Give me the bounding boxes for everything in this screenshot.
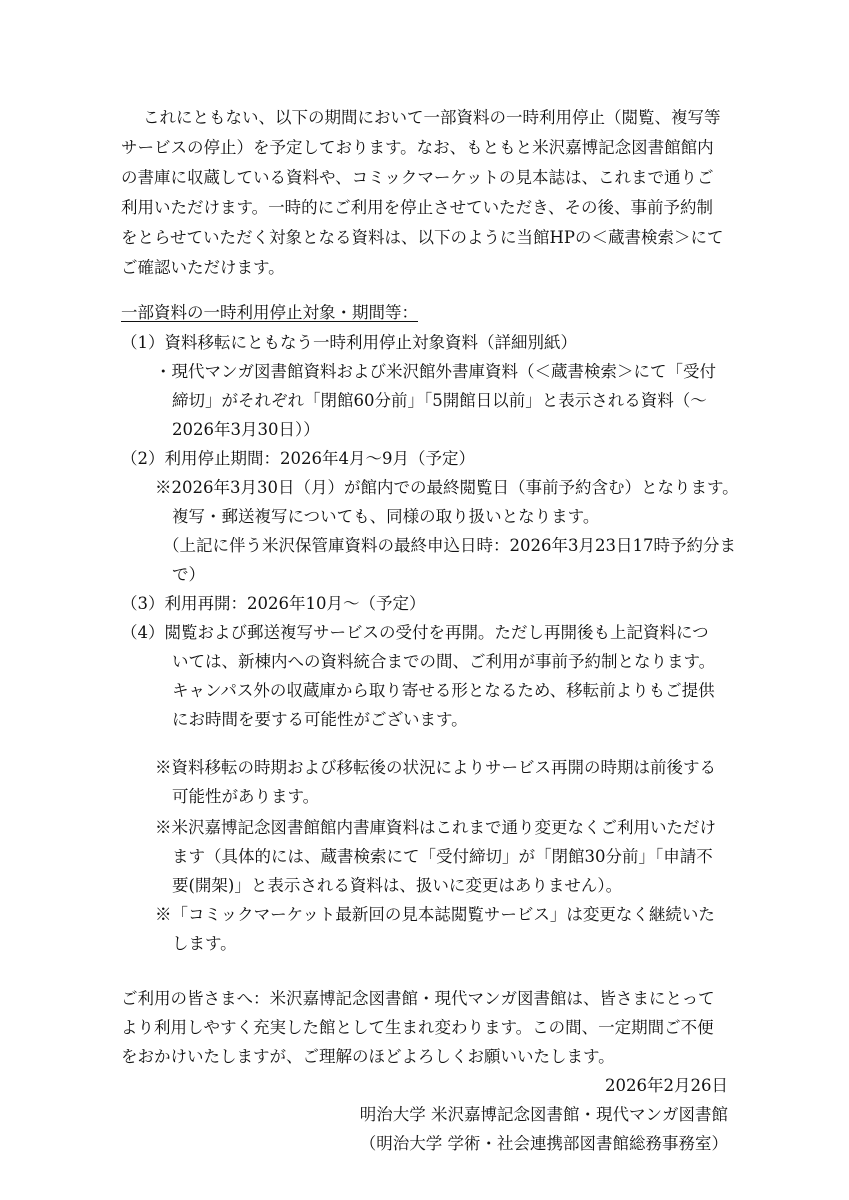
signature-date: 2026年2月26日 [605, 1076, 728, 1095]
item1-line-2: 締切」がそれぞれ「閉館60分前」「5開館日以前」と表示される資料（～ [172, 391, 707, 410]
closing-line-1: ご利用の皆さまへ：米沢嘉博記念図書館・現代マンガ図書館は、皆さまにとって [121, 989, 715, 1008]
closing-line-2: より利用しやすく充実した館として生まれ変わります。この間、一定期間ご不便 [121, 1018, 714, 1037]
intro-line-4: 利用いただけます。一時的にご利用を停止させていただき、その後、事前予約制 [121, 198, 714, 217]
intro-line-1: これにともない、以下の期間において一部資料の一時利用停止（閲覧、複写等 [143, 108, 721, 127]
note1-line-1: ※資料移転の時期および移転後の状況によりサービス再開の時期は前後する [155, 758, 716, 777]
note1-line-2: 可能性があります。 [172, 787, 320, 806]
item2-line-1: ※2026年3月30日（月）が館内での最終閲覧日（事前予約含む）となります。 [155, 478, 739, 497]
item1-line-3: 2026年3月30日）） [172, 420, 320, 439]
item3-label: （3）利用再開：2026年10月～（予定） [121, 594, 426, 613]
item4-line-4: にお時間を要する可能性がございます。 [172, 710, 468, 729]
note2-line-3: 要(開架)」と表示される資料は、扱いに変更はありません）。 [172, 876, 623, 895]
item4-line-3: キャンパス外の収蔵庫から取り寄せる形となるため、移転前よりもご提供 [172, 681, 715, 700]
note3-line-2: します。 [172, 934, 237, 953]
item2-line-2: 複写・郵送複写についても、同様の取り扱いとなります。 [172, 507, 600, 526]
item2-label: （2）利用停止期間：2026年4月～9月（予定） [121, 449, 475, 468]
item2-line-4: で） [172, 565, 205, 584]
intro-line-5: をとらせていただく対象となる資料は、以下のように当館HPの＜蔵書検索＞にて [121, 228, 724, 247]
note3-line-1: ※「コミックマーケット最新回の見本誌閲覧サービス」は変更なく継続いた [155, 905, 715, 924]
item1-label: （1）資料移転にともなう一時利用停止対象資料（詳細別紙） [121, 333, 577, 352]
intro-line-3: の書庫に収蔵している資料や、コミックマーケットの見本誌は、これまで通りご [121, 168, 714, 187]
signature-dept: （明治大学 学術・社会連携部図書館総務事務室） [359, 1134, 728, 1153]
item1-line-1: ・現代マンガ図書館資料および米沢館外書庫資料（＜蔵書検索＞にて「受付 [155, 362, 716, 381]
note2-line-2: ます（具体的には、蔵書検索にて「受付締切」が「閉館30分前」「申請不 [172, 847, 713, 866]
intro-line-6: ご確認いただけます。 [121, 258, 285, 277]
signature-org: 明治大学 米沢嘉博記念図書館・現代マンガ図書館 [359, 1105, 728, 1124]
item4-line-1: （4）閲覧および郵送複写サービスの受付を再開。ただし再開後も上記資料につ [121, 623, 709, 642]
section-heading: 一部資料の一時利用停止対象・期間等： [121, 303, 418, 322]
item4-line-2: いては、新棟内への資料統合までの間、ご利用が事前予約制となります。 [172, 652, 716, 671]
item2-line-3: （上記に伴う米沢保管庫資料の最終申込日時：2026年3月23日17時予約分ま [163, 536, 736, 555]
closing-line-3: をおかけいたしますが、ご理解のほどよろしくお願いいたします。 [121, 1047, 615, 1066]
intro-line-2: サービスの停止）を予定しております。なお、もともと米沢嘉博記念図書館館内 [121, 138, 714, 157]
note2-line-1: ※米沢嘉博記念図書館館内書庫資料はこれまで通り変更なくご利用いただけ [155, 818, 716, 837]
